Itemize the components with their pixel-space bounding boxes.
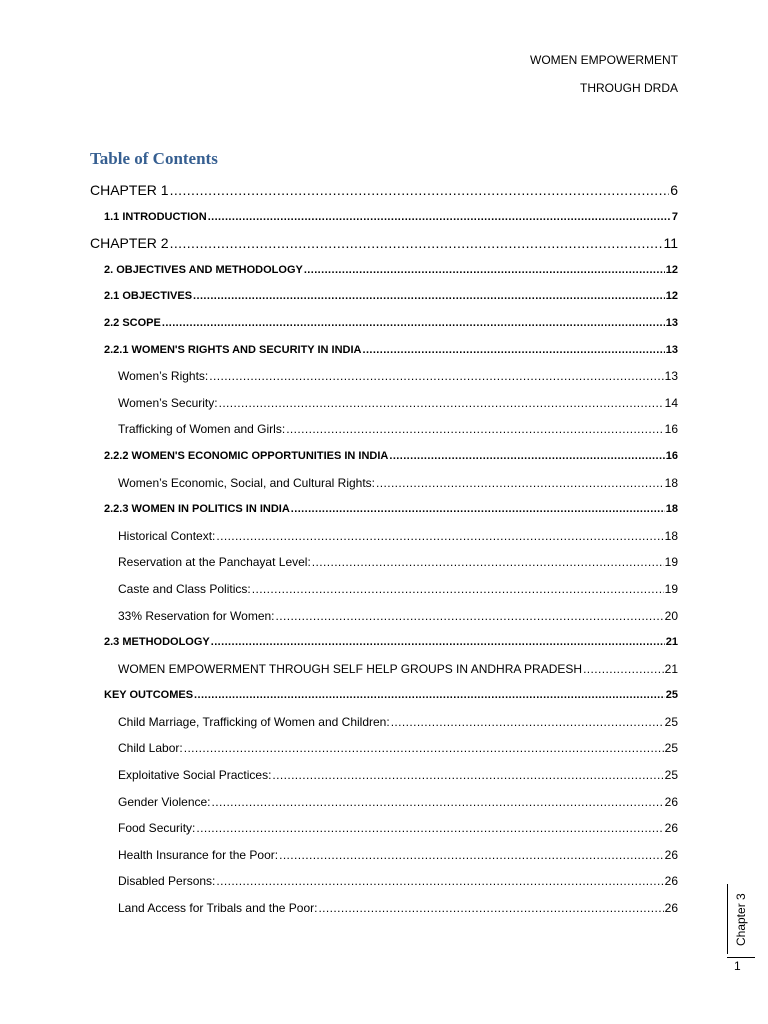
toc-entry[interactable]: [90, 656, 678, 683]
header-line-1: WOMEN EMPOWERMENT: [530, 53, 678, 67]
toc-dot-leader: [209, 363, 663, 390]
toc-entry[interactable]: [90, 895, 678, 922]
toc-entry-label: 33% Reservation for Women:: [118, 608, 275, 623]
toc-entry-label: 2.2.2 WOMEN'S ECONOMIC OPPORTUNITIES IN INDIA: [104, 449, 389, 462]
toc-dot-leader: [376, 470, 664, 497]
toc-entry-page: 18: [664, 528, 678, 543]
toc-entry[interactable]: [90, 868, 678, 895]
toc-entry-label: 2.2 SCOPE: [104, 316, 161, 329]
toc-entry[interactable]: [90, 682, 678, 709]
toc-entry[interactable]: [90, 204, 678, 231]
toc-dot-leader: [279, 842, 664, 869]
toc-entry-page: 19: [664, 581, 678, 596]
toc-entry[interactable]: [90, 283, 678, 310]
page-number-rule: [727, 957, 755, 958]
toc-entry-page: 11: [663, 235, 678, 252]
toc-entry-page: 13: [665, 316, 678, 329]
toc-entry-label: Child Labor:: [118, 741, 183, 756]
toc-dot-leader: [194, 682, 665, 709]
toc-entry[interactable]: [90, 337, 678, 364]
toc-entry-page: 18: [664, 475, 678, 490]
toc-dot-leader: [208, 204, 671, 231]
toc-entry-label: CHAPTER 1: [90, 182, 169, 198]
toc-entry-page: 25: [664, 768, 678, 783]
toc-entry[interactable]: [90, 603, 678, 630]
toc-entry-page: 7: [671, 210, 678, 223]
toc-entry[interactable]: [90, 629, 678, 656]
toc-entry-label: Child Marriage, Trafficking of Women and Children:: [118, 714, 390, 729]
toc-entry-label: Land Access for Tribals and the Poor:: [118, 901, 318, 916]
toc-entry-label: Exploitative Social Practices:: [118, 768, 272, 783]
toc-dot-leader: [286, 416, 663, 443]
toc-dot-leader: [291, 496, 665, 523]
toc-entry-label: Health Insurance for the Poor:: [118, 847, 279, 862]
toc-entry-label: Food Security:: [118, 821, 196, 836]
toc-dot-leader: [391, 709, 664, 736]
toc-dot-leader: [272, 762, 663, 789]
toc-entry[interactable]: [90, 443, 678, 470]
toc-entry-label: Women’s Security:: [118, 395, 218, 410]
toc-entry-label: 2.2.3 WOMEN IN POLITICS IN INDIA: [104, 503, 290, 516]
toc-entry-page: 26: [664, 847, 678, 862]
toc-entry-label: WOMEN EMPOWERMENT THROUGH SELF HELP GROUPS IN ANDHRA PRADESH: [118, 661, 583, 676]
table-of-contents: [90, 177, 678, 922]
side-tab-label: Chapter 3: [734, 893, 748, 946]
toc-entry-page: 13: [665, 343, 678, 356]
toc-title: Table of Contents: [90, 149, 218, 168]
toc-entry[interactable]: [90, 470, 678, 497]
toc-entry[interactable]: [90, 762, 678, 789]
toc-entry-label: Gender Violence:: [118, 794, 211, 809]
toc-entry[interactable]: [90, 230, 678, 257]
toc-entry-page: 26: [664, 821, 678, 836]
toc-entry-label: 2. OBJECTIVES AND METHODOLOGY: [104, 263, 303, 276]
toc-entry-page: 26: [664, 794, 678, 809]
toc-entry[interactable]: [90, 815, 678, 842]
toc-entry-page: 26: [664, 874, 678, 889]
toc-dot-leader: [276, 603, 664, 630]
toc-entry-label: Women’s Rights:: [118, 369, 209, 384]
toc-entry[interactable]: [90, 496, 678, 523]
page-header: [530, 46, 678, 102]
toc-entry[interactable]: [90, 363, 678, 390]
toc-dot-leader: [216, 868, 663, 895]
toc-entry-label: 2.2.1 WOMEN'S RIGHTS AND SECURITY IN INDIA: [104, 343, 362, 356]
toc-entry-label: Reservation at the Panchayat Level:: [118, 555, 311, 570]
toc-dot-leader: [216, 523, 663, 550]
toc-entry[interactable]: [90, 789, 678, 816]
toc-dot-leader: [193, 283, 665, 310]
toc-dot-leader: [184, 735, 664, 762]
header-line-2: THROUGH DRDA: [580, 81, 678, 95]
toc-entry-page: 21: [665, 636, 678, 649]
toc-entry-page: 18: [665, 503, 678, 516]
toc-entry-page: 6: [670, 182, 678, 198]
toc-dot-leader: [212, 789, 664, 816]
toc-entry-label: Historical Context:: [118, 528, 216, 543]
toc-entry-page: 25: [664, 741, 678, 756]
toc-dot-leader: [170, 177, 670, 204]
toc-entry-label: 2.1 OBJECTIVES: [104, 290, 193, 303]
toc-entry-label: Caste and Class Politics:: [118, 581, 251, 596]
toc-entry-label: Women’s Economic, Social, and Cultural Rights:: [118, 475, 376, 490]
toc-entry-page: 12: [665, 290, 678, 303]
toc-dot-leader: [389, 443, 664, 470]
toc-entry-page: 25: [664, 714, 678, 729]
toc-entry-page: 21: [664, 661, 678, 676]
toc-entry[interactable]: [90, 735, 678, 762]
toc-entry-page: 14: [664, 395, 678, 410]
toc-entry-label: KEY OUTCOMES: [104, 689, 194, 702]
page-number: 1: [734, 959, 741, 973]
toc-entry[interactable]: [90, 576, 678, 603]
toc-entry[interactable]: [90, 842, 678, 869]
toc-dot-leader: [211, 629, 665, 656]
toc-entry[interactable]: [90, 390, 678, 417]
toc-entry[interactable]: [90, 549, 678, 576]
toc-entry-label: 1.1 INTRODUCTION: [104, 210, 207, 223]
toc-entry-page: 19: [664, 555, 678, 570]
toc-entry-page: 16: [664, 422, 678, 437]
toc-entry-label: Disabled Persons:: [118, 874, 216, 889]
toc-dot-leader: [162, 310, 665, 337]
toc-entry-label: 2.3 METHODOLOGY: [104, 636, 210, 649]
toc-dot-leader: [304, 257, 665, 284]
toc-entry-page: 26: [664, 901, 678, 916]
toc-entry-page: 25: [665, 689, 678, 702]
toc-entry[interactable]: [90, 257, 678, 284]
toc-entry-page: 20: [664, 608, 678, 623]
toc-entry[interactable]: [90, 416, 678, 443]
toc-dot-leader: [583, 656, 664, 683]
toc-entry[interactable]: [90, 523, 678, 550]
toc-entry-page: 16: [665, 449, 678, 462]
toc-dot-leader: [362, 337, 664, 364]
toc-entry-page: 12: [665, 263, 678, 276]
toc-entry-label: CHAPTER 2: [90, 235, 169, 252]
toc-dot-leader: [252, 576, 664, 603]
toc-entry[interactable]: [90, 310, 678, 337]
toc-dot-leader: [312, 549, 664, 576]
toc-entry-label: Trafficking of Women and Girls:: [118, 422, 286, 437]
toc-dot-leader: [219, 390, 664, 417]
toc-dot-leader: [318, 895, 663, 922]
toc-dot-leader: [196, 815, 663, 842]
toc-entry-page: 13: [664, 369, 678, 384]
toc-entry[interactable]: [90, 709, 678, 736]
toc-entry[interactable]: [90, 177, 678, 204]
toc-dot-leader: [170, 230, 663, 257]
